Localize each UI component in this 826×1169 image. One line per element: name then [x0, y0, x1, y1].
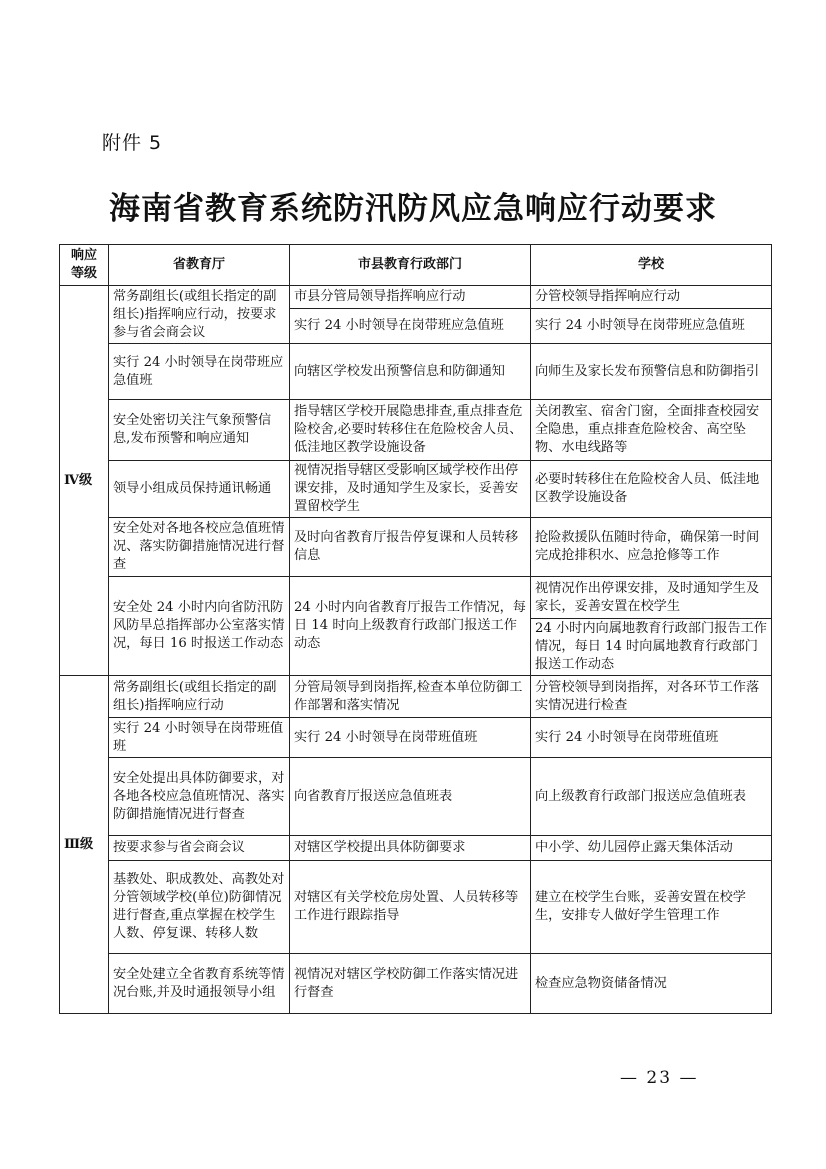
- cell-county: 视情况指导辖区受影响区域学校作出停课安排，及时通知学生及家长，妥善安置留校学生: [290, 461, 531, 518]
- cell-county: 对辖区有关学校危房处置、人员转移等工作进行跟踪指导: [290, 861, 531, 954]
- cell-province: 基教处、职成教处、高教处对分管领域学校(单位)防御情况进行督查,重点掌握在校学生人数、停复课、转移人数: [109, 861, 290, 954]
- table-row: [60, 344, 772, 400]
- table-row: [60, 758, 772, 836]
- header-province: 省教育厅: [109, 245, 290, 286]
- cell-school: 分管校领导指挥响应行动: [531, 286, 772, 309]
- cell-province: 实行 24 小时领导在岗带班值班: [109, 718, 290, 758]
- table-row: [60, 861, 772, 954]
- cell-school: 建立在校学生台账，妥善安置在校学生，安排专人做好学生管理工作: [531, 861, 772, 954]
- cell-school: 视情况作出停课安排，及时通知学生及家长，妥善安置在校学生: [531, 577, 772, 619]
- header-county: 市县教育行政部门: [290, 245, 531, 286]
- cell-school: 向上级教育行政部门报送应急值班表: [531, 758, 772, 836]
- cell-county: 向省教育厅报送应急值班表: [290, 758, 531, 836]
- table-row: [60, 836, 772, 861]
- level-3-cell: Ⅲ级: [60, 676, 109, 1014]
- cell-province: 安全处建立全省教育系统等情况台账,并及时通报领导小组: [109, 954, 290, 1014]
- cell-province: 常务副组长(或组长指定的副组长)指挥响应行动: [109, 676, 290, 718]
- cell-school: 检查应急物资储备情况: [531, 954, 772, 1014]
- header-level: 响应等级: [60, 245, 109, 286]
- cell-province: 按要求参与省会商会议: [109, 836, 290, 861]
- cell-county: 实行 24 小时领导在岗带班值班: [290, 718, 531, 758]
- response-table: [59, 244, 772, 1014]
- table-row: [60, 954, 772, 1014]
- table-row: [60, 286, 772, 309]
- table-header-row: [60, 245, 772, 286]
- cell-school: 实行 24 小时领导在岗带班应急值班: [531, 309, 772, 344]
- level-4-cell: Ⅳ级: [60, 286, 109, 676]
- page-title: 海南省教育系统防汛防风应急响应行动要求: [109, 191, 717, 227]
- cell-school: 分管校领导到岗指挥，对各环节工作落实情况进行检查: [531, 676, 772, 718]
- cell-province: 安全处 24 小时内向省防汛防风防旱总指挥部办公室落实情况，每日 16 时报送工作动态: [109, 577, 290, 676]
- cell-province: 安全处提出具体防御要求，对各地各校应急值班情况、落实防御措施情况进行督查: [109, 758, 290, 836]
- table-row: [60, 577, 772, 619]
- cell-school: 实行 24 小时领导在岗带班值班: [531, 718, 772, 758]
- cell-county: 对辖区学校提出具体防御要求: [290, 836, 531, 861]
- table-row: [60, 718, 772, 758]
- table-row: [60, 461, 772, 518]
- cell-school: 24 小时内向属地教育行政部门报告工作情况，每日 14 时向属地教育行政部门报送工作动态: [531, 619, 772, 676]
- table-row: [60, 518, 772, 577]
- cell-county: 实行 24 小时领导在岗带班应急值班: [290, 309, 531, 344]
- cell-school: 必要时转移住在危险校舍人员、低洼地区教学设施设备: [531, 461, 772, 518]
- cell-school: 关闭教室、宿舍门窗，全面排查校园安全隐患，重点排查危险校舍、高空坠物、水电线路等: [531, 400, 772, 461]
- cell-county: 指导辖区学校开展隐患排查,重点排查危险校舍,必要时转移住在危险校舍人员、低洼地区教学设施设备: [290, 400, 531, 461]
- attachment-label: 附件 5: [102, 132, 163, 154]
- cell-province: 安全处对各地各校应急值班情况、落实防御措施情况进行督查: [109, 518, 290, 577]
- table-row: [60, 676, 772, 718]
- page-number: — 23 —: [620, 1068, 699, 1088]
- cell-county: 市县分管局领导指挥响应行动: [290, 286, 531, 309]
- cell-county: 向辖区学校发出预警信息和防御通知: [290, 344, 531, 400]
- cell-province: 安全处密切关注气象预警信息,发布预警和响应通知: [109, 400, 290, 461]
- cell-county: 24 小时内向省教育厅报告工作情况，每日 14 时向上级教育行政部门报送工作动态: [290, 577, 531, 676]
- cell-county: 及时向省教育厅报告停复课和人员转移信息: [290, 518, 531, 577]
- cell-province: 常务副组长(或组长指定的副组长)指挥响应行动，按要求参与省会商会议: [109, 286, 290, 344]
- cell-school: 抢险救援队伍随时待命，确保第一时间完成抢排积水、应急抢修等工作: [531, 518, 772, 577]
- table-row: [60, 400, 772, 461]
- cell-county: 分管局领导到岗指挥,检查本单位防御工作部署和落实情况: [290, 676, 531, 718]
- cell-school: 中小学、幼儿园停止露天集体活动: [531, 836, 772, 861]
- cell-county: 视情况对辖区学校防御工作落实情况进行督查: [290, 954, 531, 1014]
- cell-school: 向师生及家长发布预警信息和防御指引: [531, 344, 772, 400]
- cell-province: 领导小组成员保持通讯畅通: [109, 461, 290, 518]
- header-school: 学校: [531, 245, 772, 286]
- cell-province: 实行 24 小时领导在岗带班应急值班: [109, 344, 290, 400]
